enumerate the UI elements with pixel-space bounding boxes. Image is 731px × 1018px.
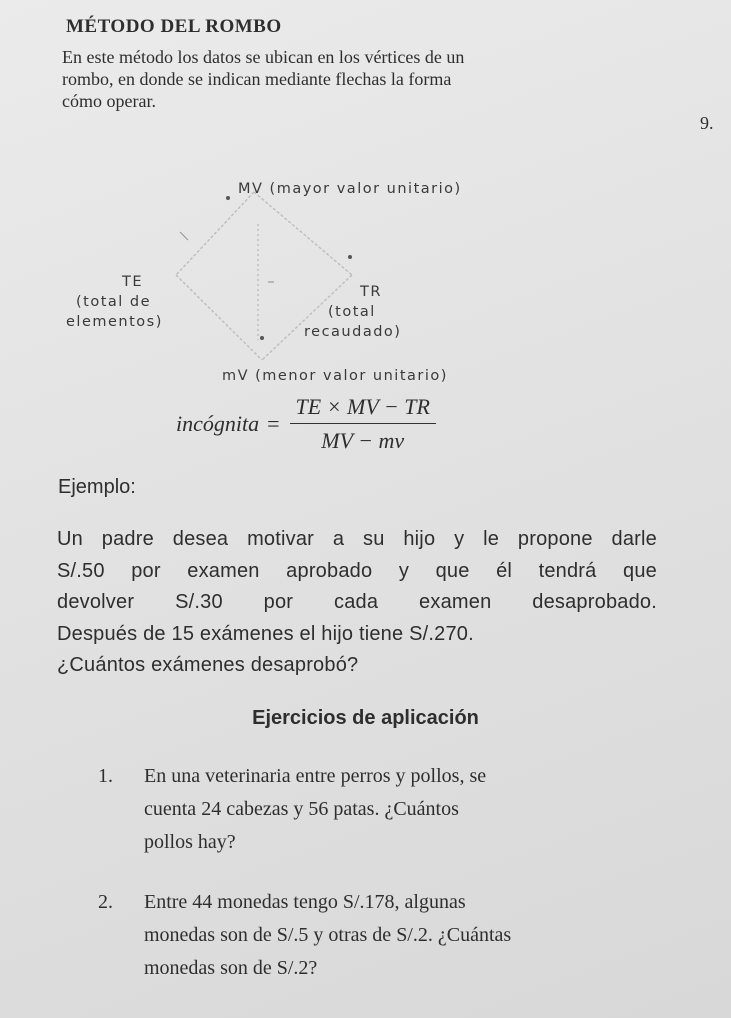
arrow-tick xyxy=(180,232,188,240)
formula-denominator: MV − mv xyxy=(321,428,405,453)
exercise-text xyxy=(144,886,704,985)
formula xyxy=(176,394,436,454)
example-heading: Ejemplo: xyxy=(58,476,136,498)
intro-line: En este método los datos se ubican en los vértices de un xyxy=(62,47,465,67)
formula-numerator: TE × MV − TR xyxy=(290,394,436,424)
example-line: S/.50 por examen aprobado y que él tendrá que xyxy=(57,559,657,582)
exercise-line: pollos hay? xyxy=(144,831,236,853)
vertex-label-left xyxy=(66,272,163,332)
intro-line: rombo, en donde se indican mediante flechas la forma xyxy=(62,69,452,89)
vertex-label-right xyxy=(304,282,401,342)
arrow-head-dot xyxy=(226,196,230,200)
vertex-label-left-code: TE xyxy=(122,274,144,290)
example-line: Un padre desea motivar a su hijo y le propone darle xyxy=(57,528,657,550)
example-line: Después de 15 exámenes el hijo tiene S/.270. xyxy=(57,622,474,645)
page-title: MÉTODO DEL ROMBO xyxy=(66,16,282,37)
exercise-number: 1. xyxy=(98,765,113,787)
rhombus-edge-top-right xyxy=(254,192,352,275)
vertex-label-top: MV (mayor valor unitario) xyxy=(238,181,462,197)
intro-line: cómo operar. xyxy=(62,91,156,111)
rhombus-edge-bottom-left xyxy=(176,275,262,360)
exercise-text xyxy=(144,760,684,859)
exercise-line: monedas son de S/.2? xyxy=(144,957,318,979)
vertex-label-right-code: TR xyxy=(360,284,382,300)
exercise-line: monedas son de S/.5 y otras de S/.2. ¿Cuántas xyxy=(144,924,512,946)
formula-lhs: incógnita xyxy=(176,411,260,436)
exercise-line: En una veterinaria entre perros y pollos, se xyxy=(144,765,487,787)
formula-fraction xyxy=(290,394,436,454)
exercises-heading: Ejercicios de aplicación xyxy=(252,707,479,729)
example-line: devolver S/.30 por cada examen desaprobado. xyxy=(57,591,657,613)
exercise-line: Entre 44 monedas tengo S/.178, algunas xyxy=(144,891,466,913)
example-line: ¿Cuántos exámenes desaprobó? xyxy=(57,654,359,676)
vertex-label-left-line: elementos) xyxy=(66,314,163,330)
page-number: 9. xyxy=(700,113,714,133)
vertex-label-left-line: (total de xyxy=(76,294,152,310)
arrow-head-dot xyxy=(260,336,264,340)
formula-equals: = xyxy=(267,411,280,436)
vertex-label-bottom: mV (menor valor unitario) xyxy=(222,368,448,384)
exercise-line: cuenta 24 cabezas y 56 patas. ¿Cuántos xyxy=(144,798,459,820)
vertex-label-right-line: (total xyxy=(328,304,376,320)
exercise-item-2 xyxy=(98,886,708,996)
exercise-item-1 xyxy=(98,760,698,870)
arrow-head-dot xyxy=(348,255,352,259)
exercise-number: 2. xyxy=(98,891,113,913)
rhombus-edge-top-left xyxy=(176,192,254,275)
vertex-label-right-line: recaudado) xyxy=(304,324,402,340)
example-text xyxy=(57,524,657,682)
